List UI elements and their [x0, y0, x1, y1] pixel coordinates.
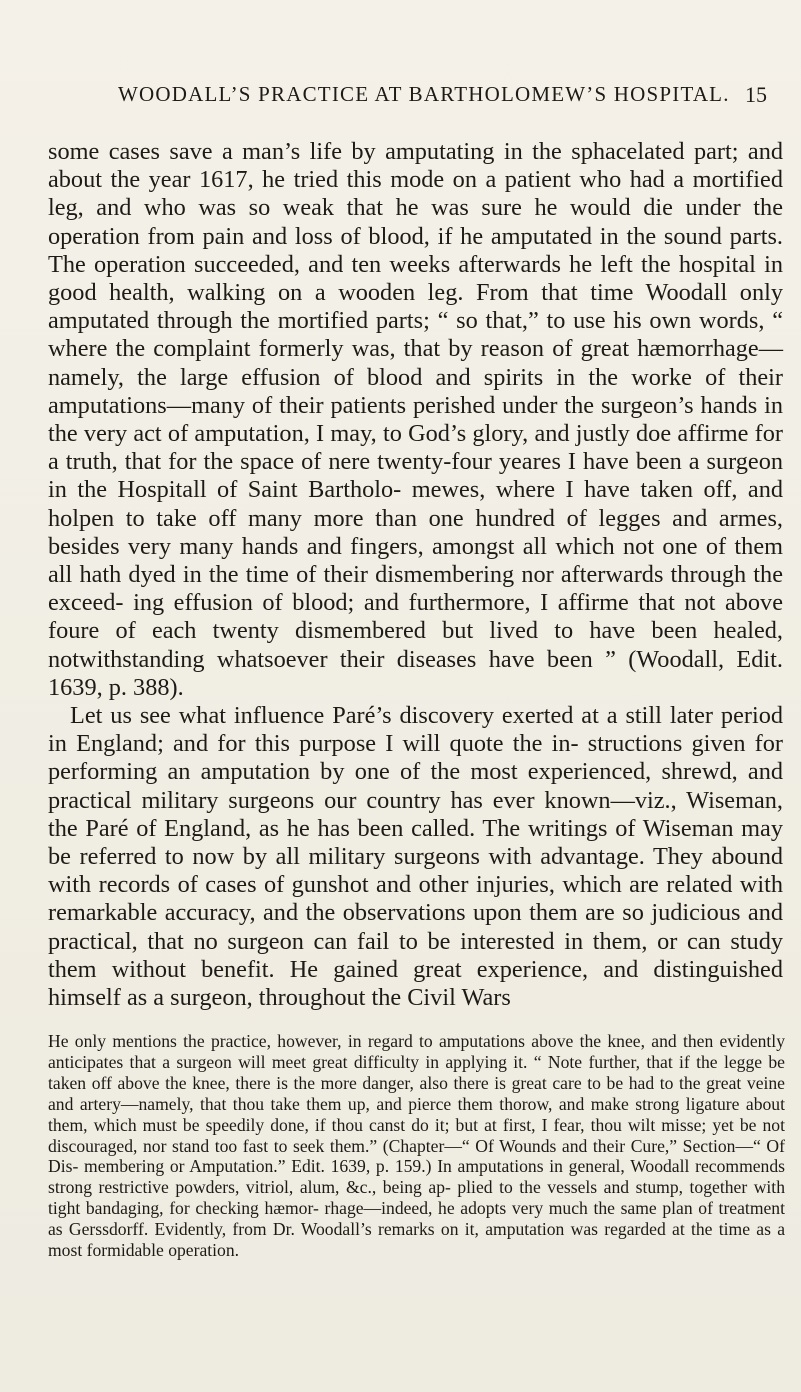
paragraph-1: some cases save a man’s life by amputating in the sphacelated part; and about the year 1617, he tried this mode on a patient who had a mortified leg, and who was so weak that he was sure he would die under the operation from pain and loss of blood, if he amputated in the sound parts. The operation succeeded, and ten weeks afterwards he left the hospital in good health, walking on a wooden leg. From that time Woodall only amputated through the mortified parts; “ so that,” to use his own words, “ where the complaint formerly was, that by reason of great hæmorrhage— namely, the large effusion of blood and spirits in the worke of their amputations—many of their patients perished under the surgeon’s hands in the very act of amputation, I may, to God’s glory, and justly doe affirme for a truth, that for the space of nere twenty-four yeares I have been a surgeon in the Hospitall of Saint Bartholo- mewes, where I have taken off, and holpen to take off many more than one hundred of legges and armes, besides very many hands and fingers, amongst all which not one of them all hath dyed in the time of their dismembering nor afterwards through the exceed- ing effusion of blood; and furthermore, I affirme that not above foure of each twenty dismembered but lived to have been healed, notwithstanding whatsoever their diseases have been ” (Woodall, Edit. 1639, p. 388). [48, 138, 783, 701]
page-number: 15 [745, 82, 767, 107]
main-text [48, 138, 783, 1012]
page-header [118, 82, 767, 118]
footnote [48, 1031, 785, 1261]
running-head: WOODALL’S PRACTICE AT BARTHOLOMEW’S HOSPITAL. [118, 82, 730, 106]
footnote-text: He only mentions the practice, however, in regard to amputations above the knee, and then evidently anticipates that a surgeon will meet great difficulty in applying it. “ Note further, that if the legge be taken off above the knee, there is the more danger, also there is great care to be had to the great veine and artery—namely, that thou take them up, and pierce them thorow, and make strong ligature about them, which must be speedily done, if thou canst do it; but at first, I fear, thou wilt misse; yet be not discouraged, nor stand too fast to seek them.” (Chapter—“ Of Wounds and their Cure,” Section—“ Of Dis- membering or Amputation.” Edit. 1639, p. 159.) In amputations in general, Woodall recommends strong restrictive powders, vitriol, alum, &c., being ap- plied to the vessels and stump, together with tight bandaging, for checking hæmor- rhage—indeed, he adopts very much the same plan of treatment as Gerssdorff. Evidently, from Dr. Woodall’s remarks on it, amputation was regarded at the time as a most formidable operation. [48, 1031, 785, 1261]
paragraph-2: Let us see what influence Paré’s discovery exerted at a still later period in England; and for this purpose I will quote the in- structions given for performing an amputation by one of the most experienced, shrewd, and practical military surgeons our country has ever known—viz., Wiseman, the Paré of England, as he has been called. The writings of Wiseman may be referred to now by all military surgeons with advantage. They abound with records of cases of gunshot and other injuries, which are related with remarkable accuracy, and the observations upon them are so judicious and practical, that no surgeon can fail to be interested in them, or can study them without benefit. He gained great experience, and distinguished himself as a surgeon, throughout the Civil Wars [48, 702, 783, 1012]
